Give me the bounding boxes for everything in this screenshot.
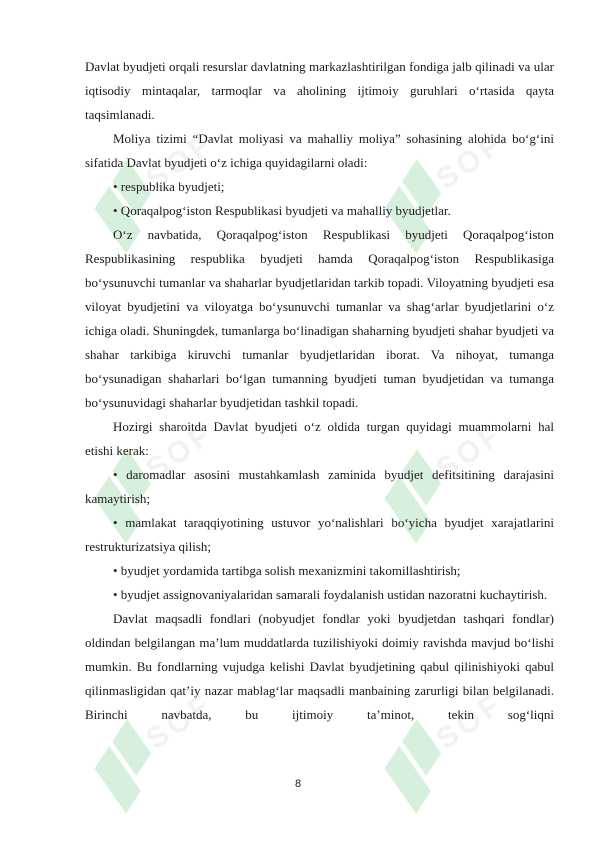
document-body	[85, 55, 554, 727]
paragraph-1: Davlat byudjeti orqali resurslar davlatning markazlashtirilgan fondiga jalb qilinadi va ular iqtisodiy mintaqalar, tarmoqlar va aholining ijtimoiy guruhlari o‘rtasida qayta taqsimlanadi.	[85, 59, 554, 122]
svg-text:SOFT: SOFT	[430, 130, 495, 197]
bullet-item-3: • daromadlar asosini mustahkamlash zaminida byudjet defitsitining darajasini kamaytirish;	[85, 467, 554, 506]
bullet-item-2: • Qoraqalpog‘iston Respublikasi byudjeti va mahalliy byudjetlar.	[113, 203, 451, 218]
bullet-item-1: • respublika byudjeti;	[113, 179, 225, 194]
paragraph-5: Davlat maqsadli fondlari (nobyudjet fondlar yoki byudjetdan tashqari fondlar) oldindan belgilangan ma’lum muddatlarda tuzilishiyoki doimiy ravishda mavjud bo‘lishi mumkin. Bu fondlarning vujudga kelishi Davlat byudjetining qabul qilinishiyoki qabul qilinmasligidan qat’iy nazar mablag‘lar maqsadli manbaining zarurligi bilan belgilanadi. Birinchi navbatda, bu ijtimoiy ta’minot, tekin sog‘liqni	[85, 611, 554, 722]
bullet-item-4: • mamlakat taraqqiyotining ustuvor yo‘nalishlari bo‘yicha byudjet xarajatlarini restrukturizatsiya qilish;	[85, 515, 554, 554]
svg-text:SOFT: SOFT	[140, 690, 205, 757]
svg-text:SOFT: SOFT	[430, 690, 495, 757]
bullet-item-5: • byudjet yordamida tartibga solish mexanizmini takomillashtirish;	[113, 563, 461, 578]
paragraph-2: Moliya tizimi “Davlat moliyasi va mahalliy moliya” sohasining alohida bo‘g‘ini sifatida Davlat byudjeti o‘z ichiga quyidagilarni oladi:	[85, 131, 554, 170]
svg-text:SOFT: SOFT	[430, 420, 495, 487]
bullet-item-6: • byudjet assignovaniyalaridan samarali foydalanish ustidan nazoratni kuchaytirish.	[113, 587, 548, 602]
svg-text:SOFT: SOFT	[140, 130, 205, 197]
svg-text:SOFT: SOFT	[140, 420, 205, 487]
paragraph-3: O‘z navbatida, Qoraqalpog‘iston Respublikasi byudjeti Qoraqalpog‘iston Respublikasining respublika byudjeti hamda Qoraqalpog‘iston Respublikasiga bo‘ysunuvchi tumanlar va shaharlar byudjetlaridan tarkib topadi. Viloyatning byudjeti esa viloyat byudjetini va viloyatga bo‘ysunuvchi tumanlar va shag‘arlar byudjetlarini o‘z ichiga oladi. Shuningdek, tumanlarga bo‘linadigan shaharning byudjeti shahar byudjeti va shahar tarkibiga kiruvchi tumanlar byudjetlaridan iborat. Va nihoyat, tumanga bo‘ysunadigan shaharlari bo‘lgan tumanning byudjeti tuman byudjetidan va tumanga bo‘ysunuvidagi shaharlar byudjetidan tashkil topadi.	[85, 227, 554, 410]
paragraph-4: Hozirgi sharoitda Davlat byudjeti o‘z oldida turgan quyidagi muammolarni hal etishi kerak:	[85, 419, 554, 458]
page-number: 8	[294, 778, 302, 790]
